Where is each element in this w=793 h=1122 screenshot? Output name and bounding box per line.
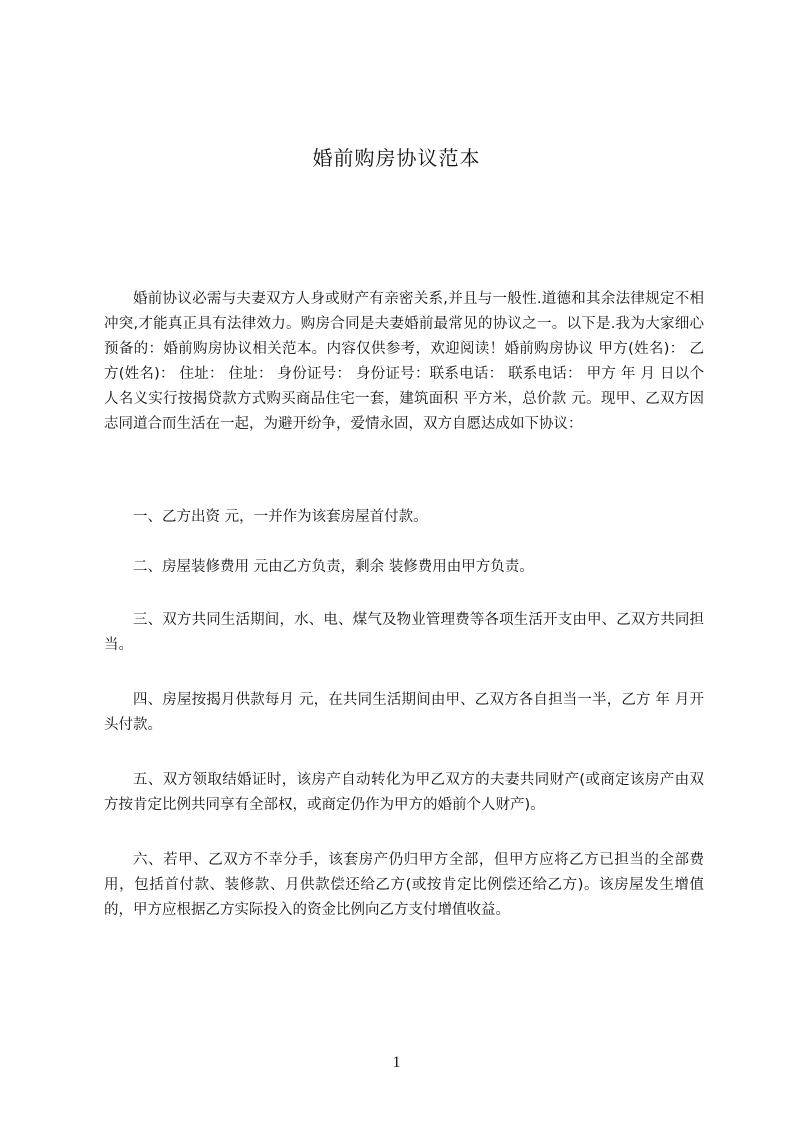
clause-6: 六、若甲、乙双方不幸分手，该套房产仍归甲方全部，但甲方应将乙方已担当的全部费用，包括首付款、装修款、月供款偿还给乙方(或按肯定比例偿还给乙方)。该房屋发生增值的，甲方应根据乙方实际投入的资金比例向乙方支付增值收益。 — [104, 852, 704, 918]
clause-1: 一、乙方出资 元，一并作为该套房屋首付款。 — [133, 509, 428, 525]
clause-3: 三、双方共同生活期间，水、电、煤气及物业管理费等各项生活开支由甲、乙双方共同担当。 — [104, 612, 704, 653]
clause-4: 四、房屋按揭月供款每月 元，在共同生活期间由甲、乙双方各自担当一半，乙方 年 月开头付款。 — [104, 692, 704, 733]
clause-5: 五、双方领取结婚证时，该房产自动转化为甲乙双方的夫妻共同财产(或商定该房产由双方按肯定比例共同享有全部权，或商定仍作为甲方的婚前个人财产)。 — [104, 772, 704, 813]
document-title: 婚前购房协议范本 — [312, 146, 481, 170]
page-number: 1 — [392, 1054, 401, 1071]
intro-paragraph: 婚前协议必需与夫妻双方人身或财产有亲密关系,并且与一般性.道德和其余法律规定不相冲突,才能真正具有法律效力。购房合同是夫妻婚前最常见的协议之一。以下是.我为大家细心预备的：婚前购房协议相关范本。内容仅供参考，欢迎阅读！婚前购房协议 甲方(姓名)： 乙方(姓名)： 住址： 住址： 身份证号： 身份证号：联系电话： 联系电话： 甲方 年 月 日以个人名义实行按揭贷款方式购买商品住宅一套，建筑面积 平方米，总价款 元。现甲、乙双方因志同道合而生活在一起，为避开纷争，爱情永固，双方自愿达成如下协议： — [104, 291, 704, 432]
clause-2: 二、房屋装修费用 元由乙方负责，剩余 装修费用由甲方负责。 — [133, 559, 534, 575]
